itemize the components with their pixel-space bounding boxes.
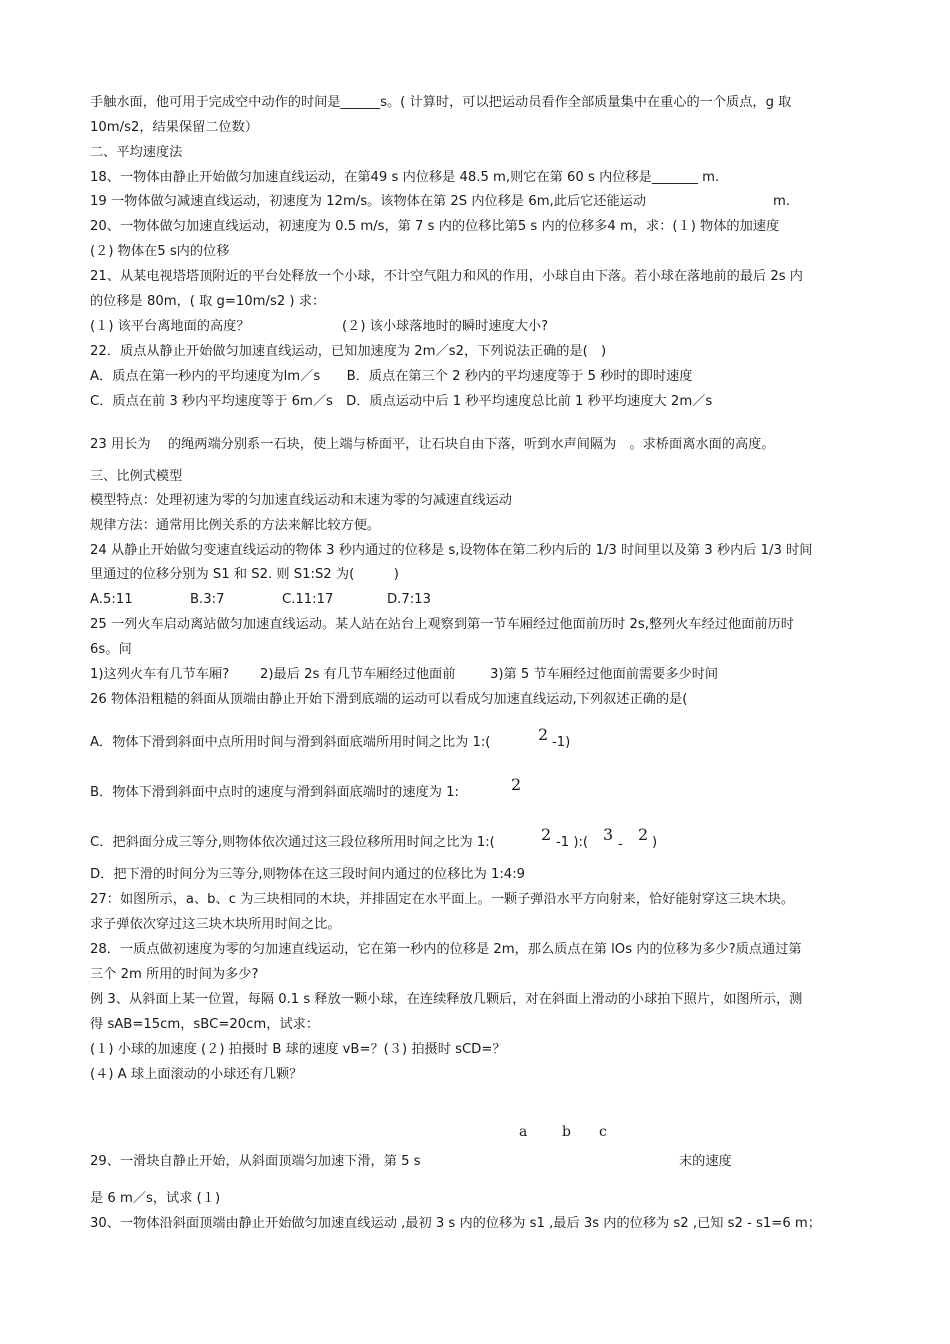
block-label-c: c (599, 1124, 607, 1140)
question-25-part2: 2)最后 2s 有几节车厢经过他面前 (260, 667, 456, 682)
option-a-tail: -1) (552, 735, 571, 750)
text-line: 10m/s2，结果保留二位数） (90, 120, 259, 135)
sqrt-value: 2 (538, 725, 549, 744)
text-line: 模型特点：处理初速为零的匀加速直线运动和末速为零的匀减速直线运动 (90, 493, 512, 508)
question-24-option-d: D.7:13 (387, 592, 431, 607)
question-23: 23 用长为 的绳两端分别系一石块，使上端与桥面平，让石块自由下落，听到水声间隔为 。求桥面离水面的高度。 (90, 437, 775, 452)
question-25: 25 一列火车启动离站做匀加速直线运动。某人站在站台上观察到第一节车厢经过他面前历时 2s,整列火车经过他面前历时 (90, 617, 794, 632)
text-line: 手触水面，他可用于完成空中动作的时间是______s。( 计算时，可以把运动员看作全部质量集中在重心的一个质点，g 取 (90, 95, 792, 110)
section-heading: 三、比例式模型 (90, 469, 183, 484)
sqrt-value: 2 (638, 825, 649, 844)
text-line: 6s。问 (90, 642, 132, 657)
sqrt-value: 2 (541, 825, 552, 844)
example-3-part4: (４) A 球上面滚动的小球还有几颗？ (90, 1067, 303, 1082)
question-22-options-cd: C．质点在前 3 秒内平均速度等于 6m／s D．质点运动中后 1 秒平均速度总比前 1 秒平均速度大 2m／s (90, 394, 713, 409)
question-27: 27：如图所示，a、b、c 为三块相同的木块，并排固定在水平面上。一颗子弹沿水平方向射来，恰好能射穿这三块木块。 (90, 892, 795, 907)
question-21: 21、从某电视塔塔顶附近的平台处释放一个小球，不计空气阻力和风的作用，小球自由下落。若小球在落地前的最后 2s 内 (90, 269, 803, 284)
question-29: 29、一滑块自静止开始，从斜面顶端匀加速下滑，第 5 s (90, 1154, 421, 1169)
minus-sign: - (618, 837, 623, 852)
question-28: 28．一质点做初速度为零的匀加速直线运动，它在第一秒内的位移是 2m，那么质点在第 lOs 内的位移为多少?质点通过第 (90, 942, 802, 957)
question-26: 26 物体沿粗糙的斜面从顶端由静止开始下滑到底端的运动可以看成匀加速直线运动,下列叙述正确的是( (90, 692, 688, 707)
text-line: 里通过的位移分别为 S1 和 S2. 则 S1:S2 为( ) (90, 567, 399, 582)
example-3: 例 3、从斜面上某一位置，每隔 0.1 s 释放一颗小球，在连续释放几颗后，对在斜面上滑动的小球拍下照片，如图所示，测 (90, 992, 803, 1007)
option-c-mid: -1 ):( (556, 835, 589, 850)
text-line: 的位移是 80m，( 取 g=10m/s2 ) 求： (90, 294, 326, 309)
text-line: 得 sAB=15cm，sBC=20cm，试求： (90, 1017, 320, 1032)
block-label-a: a (519, 1124, 528, 1140)
text-line: 三个 2m 所用的时间为多少? (90, 967, 259, 982)
question-19: 19 一物体做匀减速直线运动，初速度为 12m/s。该物体在第 2S 内位移是 6m,此后它还能运动 (90, 194, 647, 209)
question-30: 30、一物体沿斜面顶端由静止开始做匀加速直线运动 ,最初 3 s 内的位移为 s1 ,最后 3s 内的位移为 s2 ,已知 s2 - s1=6 m； (90, 1216, 821, 1231)
text-line: 规律方法：通常用比例关系的方法来解比较方便。 (90, 518, 381, 533)
question-26-option-a: A．物体下滑到斜面中点所用时间与滑到斜面底端所用时间之比为 1:( (90, 735, 491, 750)
question-24-option-c: C.11:17 (282, 592, 334, 607)
text-line: 是 6 m／s，试求 (１) (90, 1191, 221, 1206)
question-20: 20、一物体做匀加速直线运动，初速度为 0.5 m/s，第 7 s 内的位移比第5 s 内的位移多4 m，求：(１) 物体的加速度 (90, 219, 780, 234)
question-24: 24 从静止开始做匀变速直线运动的物体 3 秒内通过的位移是 s,设物体在第二秒内后的 1/3 时间里以及第 3 秒内后 1/3 时间 (90, 543, 813, 558)
question-29-tail: 末的速度 (679, 1154, 732, 1169)
question-21-part1: (１) 该平台离地面的高度？ (90, 319, 250, 334)
question-26-option-c: C．把斜面分成三等分,则物体依次通过这三段位移所用时间之比为 1:( (90, 835, 495, 850)
section-heading: 二、平均速度法 (90, 145, 183, 160)
question-26-option-d: D．把下滑的时间分为三等分,则物体在这三段时间内通过的位移比为 1:4:9 (90, 867, 526, 882)
question-19-unit: m. (773, 194, 791, 209)
block-label-b: b (562, 1124, 571, 1140)
question-22-options-ab: A．质点在第一秒内的平均速度为lm／s B．质点在第三个 2 秒内的平均速度等于 5 秒时的即时速度 (90, 369, 693, 384)
text-line: 求子弹依次穿过这三块木块所用时间之比。 (90, 917, 341, 932)
question-25-part3: 3)第 5 节车厢经过他面前需要多少时间 (490, 667, 719, 682)
example-3-parts: (１) 小球的加速度 (２) 拍摄时 B 球的速度 vB=？(３) 拍摄时 sCD=？ (90, 1042, 506, 1057)
question-22: 22．质点从静止开始做匀加速直线运动，已知加速度为 2m／s2，下列说法正确的是( ) (90, 344, 607, 359)
sqrt-value: 2 (511, 775, 522, 794)
option-c-end: ) (652, 835, 658, 850)
question-24-option-b: B.3:7 (190, 592, 225, 607)
question-18: 18、一物体由静止开始做匀加速直线运动，在第49 s 内位移是 48.5 m,则它在第 60 s 内位移是_______ m. (90, 170, 720, 185)
question-20-part2: (２) 物体在5 s内的位移 (90, 244, 230, 259)
question-21-part2: (２) 该小球落地时的瞬时速度大小? (342, 319, 549, 334)
sqrt-value: 3 (603, 825, 614, 844)
question-24-option-a: A.5:11 (90, 592, 133, 607)
question-25-part1: 1)这列火车有几节车厢? (90, 667, 230, 682)
question-26-option-b: B．物体下滑到斜面中点时的速度与滑到斜面底端时的速度为 1: (90, 785, 459, 800)
